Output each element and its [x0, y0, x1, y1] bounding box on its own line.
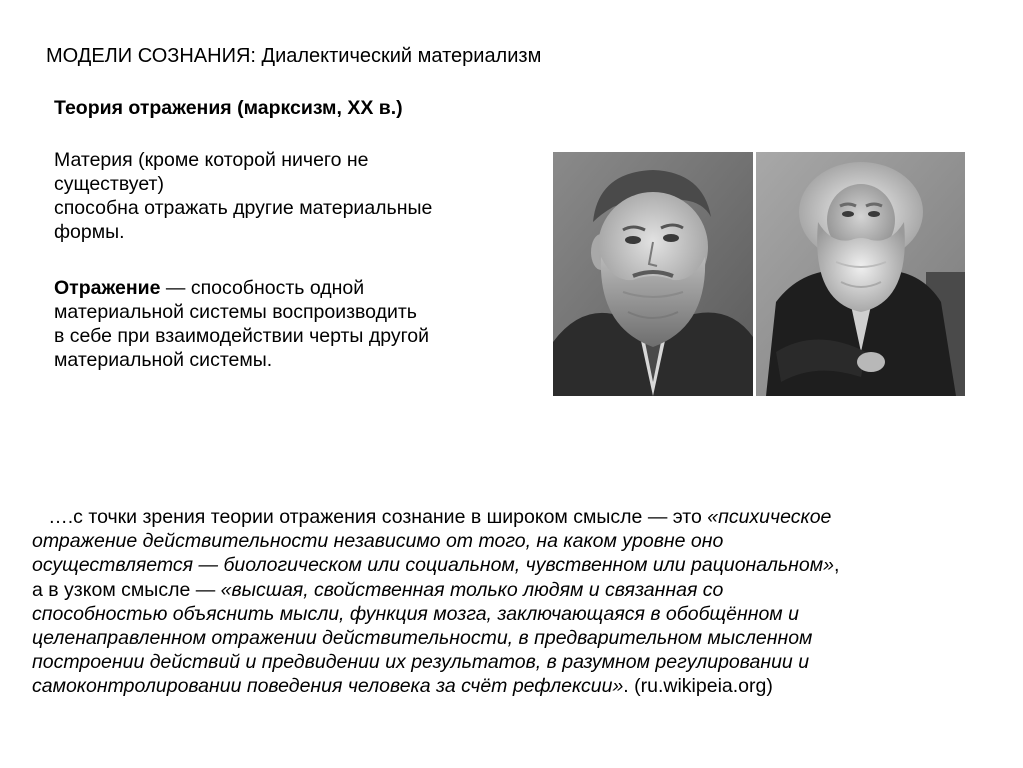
quote-line [32, 650, 1002, 674]
reflection-definition-start: — способность одной [160, 277, 365, 299]
matter-line: существует) [54, 173, 164, 195]
quote-italic: «высшая, свойственная только людям и связанная со [220, 578, 724, 601]
portrait-marx-photo [756, 152, 965, 396]
quote-line [32, 529, 1002, 553]
quote-text: а в узком смысле — [32, 578, 221, 601]
matter-paragraph [54, 148, 432, 244]
reflection-term: Отражение [54, 277, 161, 299]
portrait-engels-photo [553, 152, 753, 396]
quote-line [32, 602, 1002, 626]
quote-line [32, 553, 1002, 577]
slide-title: МОДЕЛИ СОЗНАНИЯ: Диалектический материализм [46, 45, 542, 67]
quote-line [32, 505, 1002, 529]
reflection-line: в себе при взаимодействии черты другой [54, 325, 430, 347]
quote-italic: самоконтролировании поведения человека за счёт рефлексии» [32, 675, 624, 698]
reflection-paragraph [54, 276, 429, 372]
matter-line: способна отражать другие материальные [54, 197, 433, 219]
quote-text: ….с точки зрения теории отражения сознание в широком смысле — это [48, 506, 708, 528]
quote-line [32, 626, 1002, 650]
quote-italic: построении действий и предвидении их результатов, в разумном регулировании и [32, 651, 810, 674]
reflection-line: материальной системы. [54, 349, 273, 371]
quote-italic: «психическое [707, 506, 832, 528]
reflection-line: материальной системы воспроизводить [54, 301, 417, 323]
quote-italic: отражение действительности независимо от того, на каком уровне оно [32, 530, 724, 553]
wikipedia-quote [32, 505, 1002, 699]
quote-italic: способностью объяснить мысли, функция мозга, заключающаяся в обобщённом и [32, 602, 799, 625]
quote-italic: осуществляется — биологическом или социальном, чувственном или рациональном» [32, 554, 834, 577]
matter-line: формы. [54, 221, 125, 243]
portraits-image [553, 152, 965, 396]
quote-line [32, 674, 1002, 698]
matter-line: Материя (кроме которой ничего не [54, 149, 369, 171]
section-subtitle: Теория отражения (марксизм, XX в.) [54, 97, 403, 119]
quote-source: . (ru.wikipeia.org) [623, 675, 773, 698]
reflection-line [54, 276, 429, 300]
quote-text: , [833, 554, 840, 577]
quote-line [32, 578, 1002, 602]
quote-italic: целенаправленном отражении действительности, в предварительном мысленном [32, 627, 813, 650]
